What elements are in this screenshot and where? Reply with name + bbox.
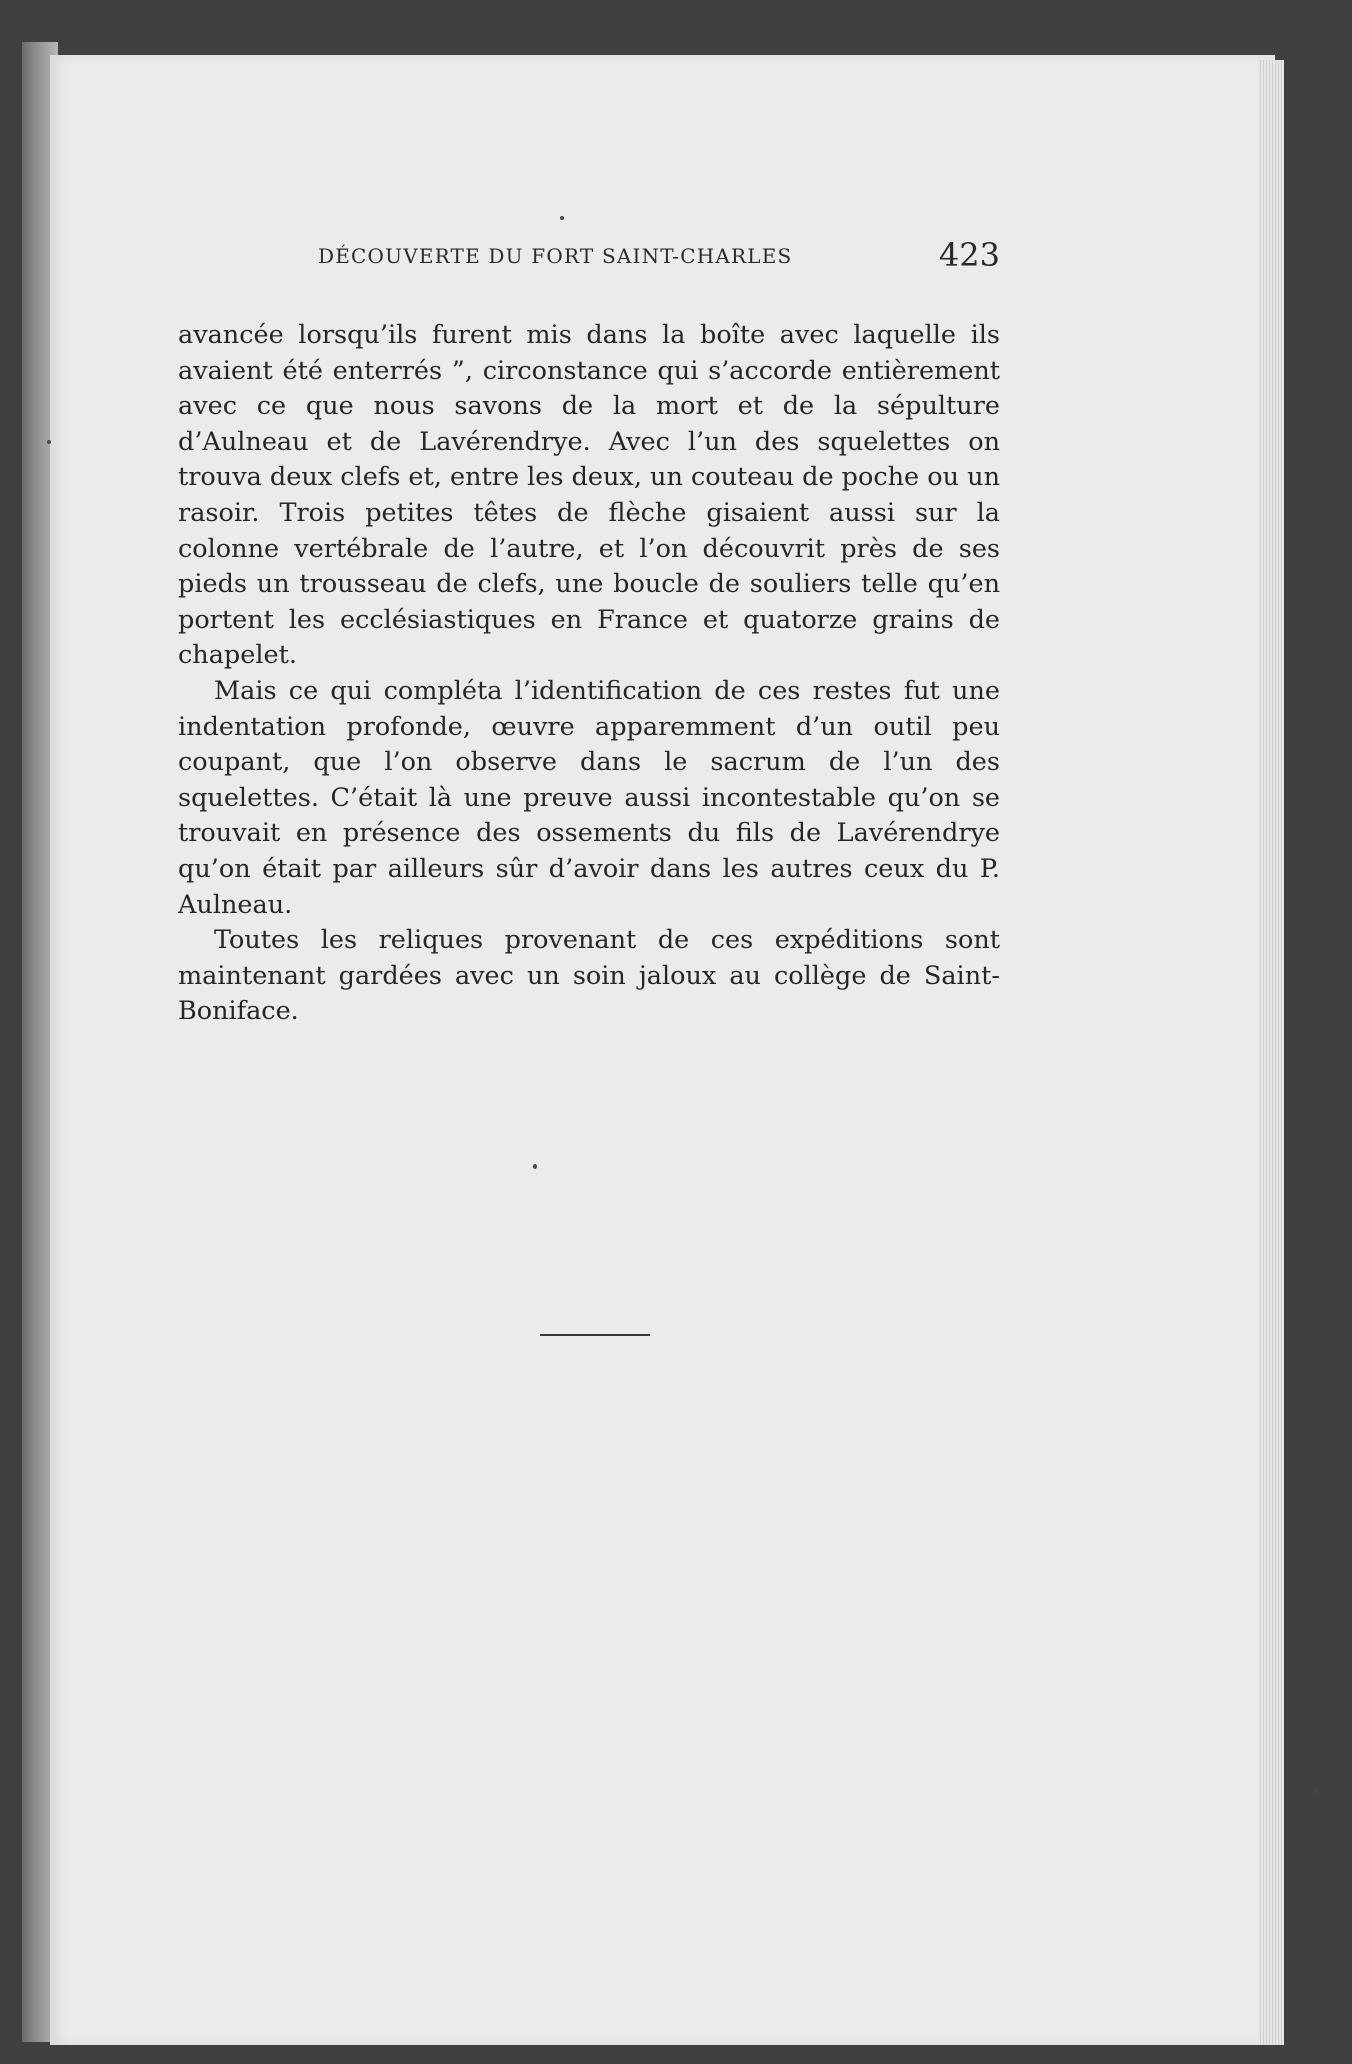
page-number: 423 (938, 236, 1000, 274)
scan-speck (560, 216, 564, 220)
running-header (318, 236, 1000, 280)
running-title: DÉCOUVERTE DU FORT SAINT-CHARLES (318, 244, 793, 268)
end-rule (540, 1334, 650, 1336)
paragraph: Mais ce qui compléta l’identification de ces restes fut une indentation profonde, œuvre apparemment d’un outil peu coupant, que l’on observe dans le sacrum de l’un des squelettes. C’était là une preuve aussi incontestable qu’on se trouvait en présence des ossements du fils de Lavérendrye qu’on était par ailleurs sûr d’avoir dans les autres ceux du P. Aulneau. (178, 675, 1000, 920)
scan-speck (47, 440, 51, 444)
paragraph: Toutes les reliques provenant de ces expéditions sont maintenant gardées avec un soin jaloux au collège de Saint-Boniface. (178, 925, 1000, 1027)
scan-speck (533, 1164, 537, 1169)
page-edges (1258, 60, 1284, 2045)
scan-speck (1314, 1788, 1318, 1793)
body-text (178, 318, 1000, 1030)
paragraph: avancée lorsqu’ils furent mis dans la boîte avec laquelle ils avaient été enterrés ”, circonstance qui s’accorde entièrement avec ce que nous savons de la mort et de la sépulture d’Aulneau et de Lavérendrye. Avec l’un des squelettes on trouva deux clefs et, entre les deux, un couteau de poche ou un rasoir. Trois petites têtes de flèche gisaient aussi sur la colonne vertébrale de l’autre, et l’on découvrit près de ses pieds un trousseau de clefs, une boucle de souliers telle qu’en portent les ecclésiastiques en France et quatorze grains de chapelet. (178, 320, 1000, 671)
